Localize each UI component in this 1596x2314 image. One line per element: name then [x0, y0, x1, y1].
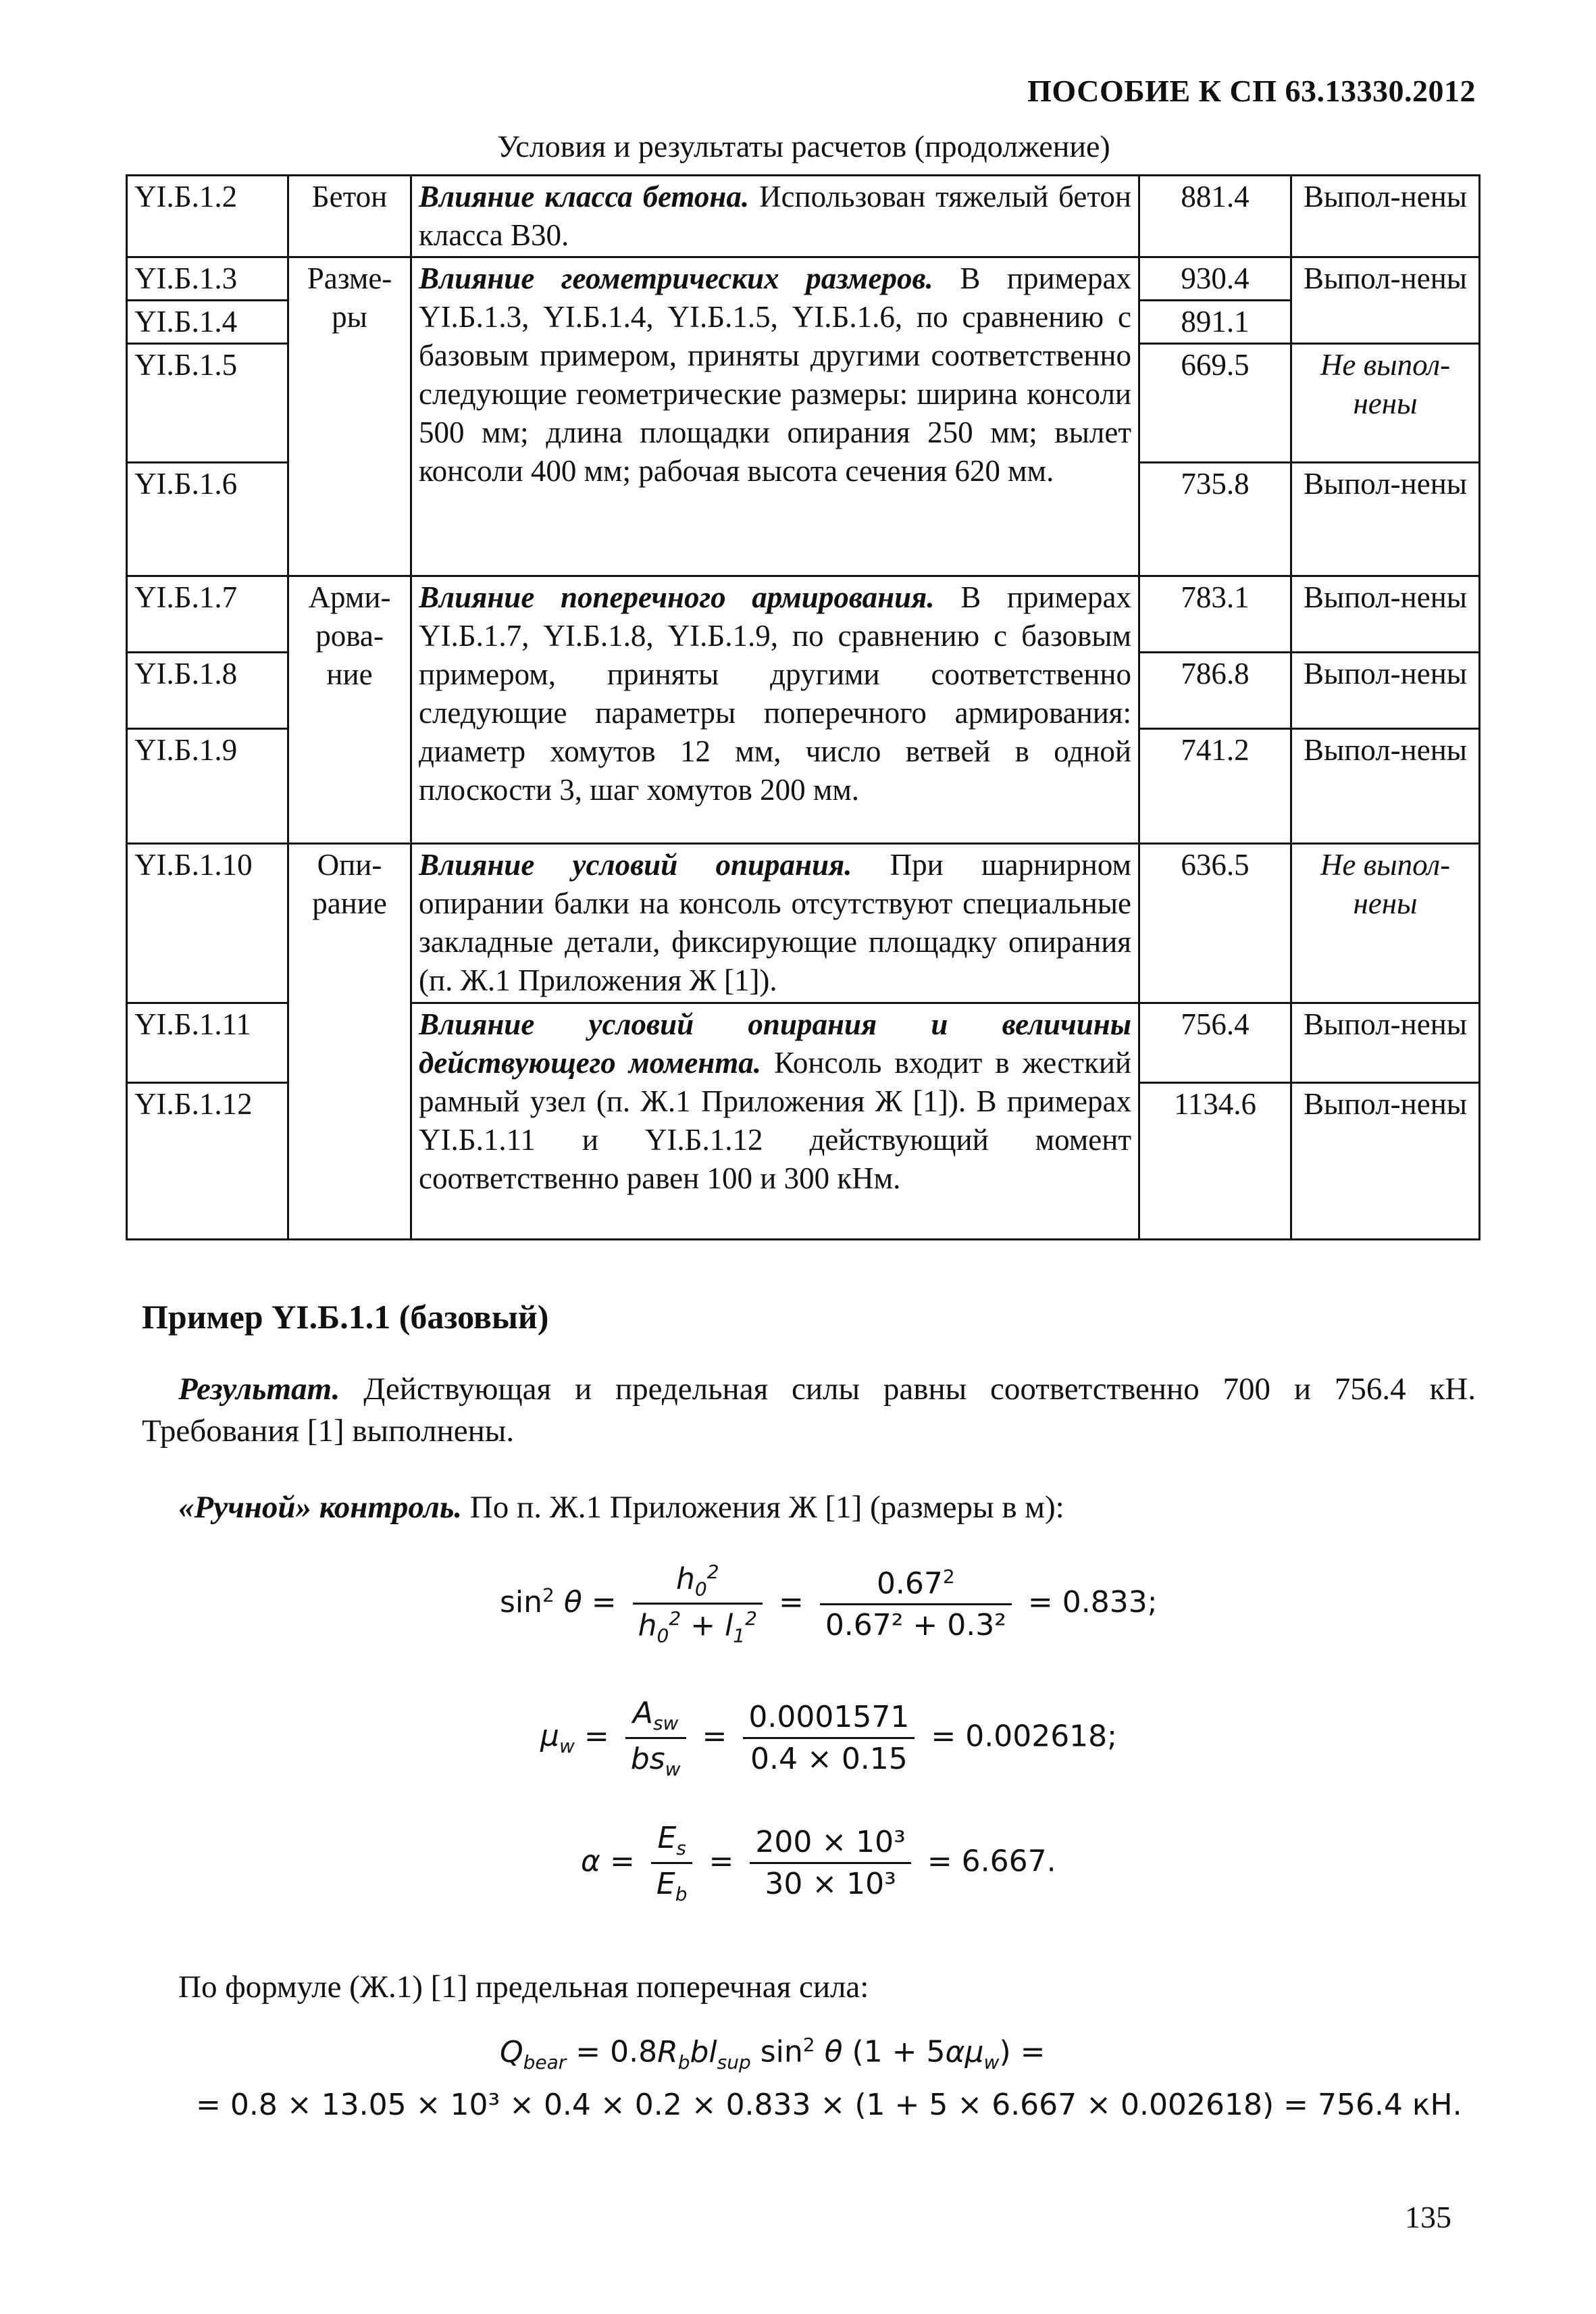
group-label: Бетон — [288, 176, 411, 257]
formula-alpha: α = $\frac{E_s}{E_b}$ = $\frac{\text{200 × 10³}}{\text{30 × 10³}}$ = 6.667. — [581, 1821, 1056, 1905]
row-description — [411, 257, 1139, 576]
manual-check-paragraph — [142, 1486, 1476, 1528]
row-result: Не выпол-нены — [1291, 844, 1480, 1003]
row-value: 669.5 — [1139, 344, 1291, 463]
description-title: Влияние поперечного армирования. — [419, 580, 935, 614]
row-description — [411, 1003, 1139, 1240]
row-id: YI.Б.1.6 — [127, 463, 288, 576]
description-text: В примерах YI.Б.1.7, YI.Б.1.8, YI.Б.1.9, по сравнению с базовым примером, приняты другими соответственно следующие параметры поперечного армирования: диаметр хомутов 12 мм, число ветвей в одной плоскости 3, шаг хомутов 200 мм. — [419, 580, 1131, 807]
table-caption: Условия и результаты расчетов (продолжение) — [497, 129, 1110, 164]
group-label: Опи-рание — [288, 844, 411, 1240]
row-id: YI.Б.1.4 — [127, 301, 288, 344]
row-id: YI.Б.1.7 — [127, 576, 288, 653]
formula-result: = 6.667. — [927, 1844, 1056, 1879]
group-label: Разме-ры — [288, 257, 411, 576]
formula-result: = 0.002618; — [931, 1719, 1117, 1754]
description-text: В примерах YI.Б.1.3, YI.Б.1.4, YI.Б.1.5, YI.Б.1.6, по сравнению с базовым примером, приняты другими соответственно следующие геометрические размеры: ширина консоли 500 мм; длина площадки опирания 250 мм; вылет консоли 400 мм; рабочая высота сечения 620 мм. — [419, 261, 1131, 488]
row-id: YI.Б.1.2 — [127, 176, 288, 257]
row-result: Выпол-нены — [1291, 729, 1480, 844]
formula-denominator: 30 × 10³ — [765, 1866, 896, 1901]
table-row — [127, 576, 1480, 653]
result-text: Действующая и предельная силы равны соответственно 700 и 756.4 кН. Требования [1] выполнены. — [142, 1372, 1476, 1449]
row-value: 891.1 — [1139, 301, 1291, 344]
row-value: 636.5 — [1139, 844, 1291, 1003]
row-result: Выпол-нены — [1291, 463, 1480, 576]
formula-mu-w: $\mu_w$ = $\frac{A_{sw}}{bs_w}$ = $\frac{0.0001571}{0.4 \times 0.15}$ = 0.002618; — [540, 1696, 1117, 1780]
row-id: YI.Б.1.8 — [127, 653, 288, 729]
row-value: 1134.6 — [1139, 1083, 1291, 1240]
row-description — [411, 576, 1139, 844]
result-label: Результат. — [178, 1372, 340, 1407]
result-paragraph — [142, 1368, 1476, 1452]
formula-numerator: 0.67 — [876, 1566, 943, 1601]
section-title: Пример YI.Б.1.1 (базовый) — [142, 1298, 549, 1336]
row-value: 881.4 — [1139, 176, 1291, 257]
row-id: YI.Б.1.9 — [127, 729, 288, 844]
row-id: YI.Б.1.12 — [127, 1083, 288, 1240]
formula-sin-theta: $\sin^2 \theta$ = $\frac{h_0^2}{h_0^2 + l_1^2}$ = $\frac{0.67^2}{\text{0.67² + 0.3²}}$ = 0.833; — [500, 1561, 1158, 1647]
row-result: Выпол-нены — [1291, 653, 1480, 729]
row-description — [411, 176, 1139, 257]
row-result: Выпол-нены — [1291, 1083, 1480, 1240]
description-title: Влияние класса бетона. — [419, 180, 750, 213]
document-header: ПОСОБИЕ К СП 63.13330.2012 — [1027, 74, 1476, 108]
description-title: Влияние геометрических размеров. — [419, 261, 933, 295]
row-value: 786.8 — [1139, 653, 1291, 729]
formula-qbear-line1: $Q_{bear} = 0.8R_bbl_{sup}$ $\sin^2 \theta$ $(1 + 5\alpha\mu_w)$ = — [500, 2034, 1046, 2073]
formula-denominator: 0.4 × 0.15 — [750, 1741, 908, 1776]
formula-result: = 0.833; — [1027, 1584, 1158, 1619]
row-result: Выпол-нены — [1291, 1003, 1480, 1083]
page-number: 135 — [1405, 2200, 1451, 2234]
group-label: Арми-рова-ние — [288, 576, 411, 844]
formula-qbear-line2: = 0.8 × 13.05 × 10³ × 0.4 × 0.2 × 0.833 × (1 + 5 × 6.667 × 0.002618) = 756.4 кН. — [196, 2088, 1462, 2122]
description-title: Влияние условий опирания. — [419, 848, 852, 882]
description-title: Влияние условий опирания и величины действующего момента. — [419, 1007, 1131, 1080]
row-result: Не выпол-нены — [1291, 344, 1480, 463]
row-value: 741.2 — [1139, 729, 1291, 844]
description-text: Использован тяжелый бетон класса В30. — [419, 180, 1131, 252]
manual-text: По п. Ж.1 Приложения Ж [1] (размеры в м): — [462, 1490, 1064, 1525]
formula-denominator: 0.67² + 0.3² — [825, 1608, 1006, 1643]
row-description — [411, 844, 1139, 1003]
manual-label: «Ручной» контроль. — [178, 1490, 463, 1525]
row-id: YI.Б.1.5 — [127, 344, 288, 463]
row-value: 930.4 — [1139, 257, 1291, 301]
row-result: Выпол-нены — [1291, 257, 1480, 344]
table-row — [127, 176, 1480, 257]
formula-intro: По формуле (Ж.1) [1] предельная поперечная сила: — [178, 1969, 869, 2005]
row-value: 735.8 — [1139, 463, 1291, 576]
formula-numerator: 0.0001571 — [743, 1700, 915, 1739]
description-text: При шарнирном опирании балки на консоль отсутствуют специальные закладные детали, фиксирующие площадку опирания (п. Ж.1 Приложения Ж [1]). — [419, 848, 1131, 997]
row-result: Выпол-нены — [1291, 576, 1480, 653]
row-value: 756.4 — [1139, 1003, 1291, 1083]
row-id: YI.Б.1.10 — [127, 844, 288, 1003]
results-table — [126, 174, 1481, 1240]
description-text: Консоль входит в жесткий рамный узел (п. Ж.1 Приложения Ж [1]). В примерах YI.Б.1.11 и YI.Б.1.12 действующий момент соответственно равен 100 и 300 кНм. — [419, 1046, 1131, 1195]
row-value: 783.1 — [1139, 576, 1291, 653]
row-result: Выпол-нены — [1291, 176, 1480, 257]
table-row — [127, 257, 1480, 301]
formula-numerator: 200 × 10³ — [750, 1825, 910, 1864]
table-row — [127, 844, 1480, 1003]
row-id: YI.Б.1.11 — [127, 1003, 288, 1083]
row-id: YI.Б.1.3 — [127, 257, 288, 301]
